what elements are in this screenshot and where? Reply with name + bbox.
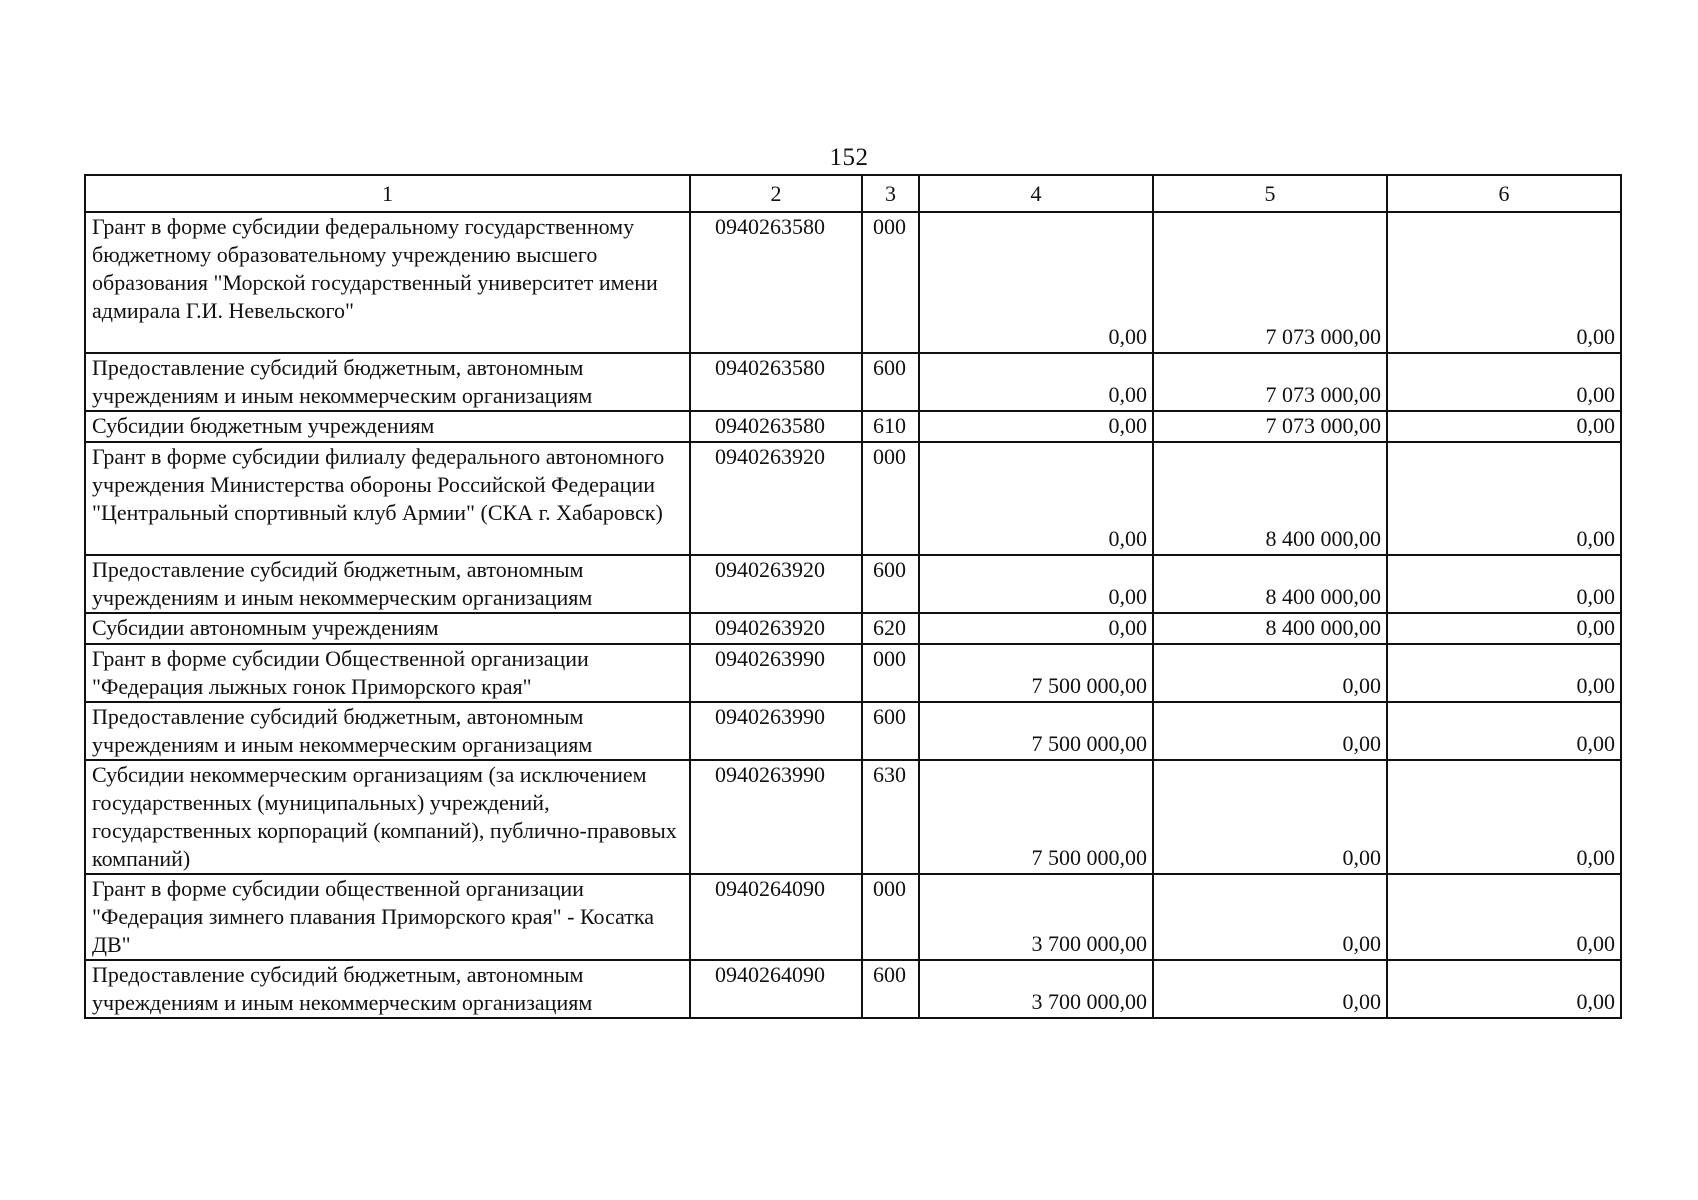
- table-row: [85, 411, 1621, 442]
- row-amount-col6: 0,00: [1387, 613, 1621, 644]
- row-description: Предоставление субсидий бюджетным, автономным учреждениям и иным некоммерческим организациям: [85, 353, 690, 411]
- row-amount-col4: 0,00: [919, 353, 1153, 411]
- row-code: 0940263580: [690, 411, 862, 442]
- column-header-5: 5: [1153, 175, 1387, 212]
- row-description: Грант в форме субсидии общественной организации "Федерация зимнего плавания Приморского края" - Косатка ДВ": [85, 874, 690, 960]
- row-description: Грант в форме субсидии Общественной организации "Федерация лыжных гонок Приморского края": [85, 644, 690, 702]
- column-header-4: 4: [919, 175, 1153, 212]
- row-code: 0940263920: [690, 555, 862, 613]
- row-amount-col5: 7 073 000,00: [1153, 411, 1387, 442]
- row-type-code: 610: [862, 411, 919, 442]
- table-row: [85, 613, 1621, 644]
- budget-table: [84, 174, 1622, 1019]
- row-amount-col5: 0,00: [1153, 644, 1387, 702]
- row-amount-col4: 3 700 000,00: [919, 874, 1153, 960]
- row-amount-col4: 0,00: [919, 613, 1153, 644]
- row-amount-col5: 8 400 000,00: [1153, 613, 1387, 644]
- table-row: [85, 760, 1621, 874]
- column-header-1: 1: [85, 175, 690, 212]
- row-amount-col4: 0,00: [919, 212, 1153, 353]
- row-description: Предоставление субсидий бюджетным, автономным учреждениям и иным некоммерческим организациям: [85, 555, 690, 613]
- table-row: [85, 644, 1621, 702]
- row-amount-col4: 0,00: [919, 411, 1153, 442]
- row-description: Предоставление субсидий бюджетным, автономным учреждениям и иным некоммерческим организациям: [85, 702, 690, 760]
- row-amount-col6: 0,00: [1387, 212, 1621, 353]
- row-amount-col5: 0,00: [1153, 874, 1387, 960]
- row-amount-col5: 8 400 000,00: [1153, 442, 1387, 555]
- table-row: [85, 442, 1621, 555]
- column-header-6: 6: [1387, 175, 1621, 212]
- row-amount-col6: 0,00: [1387, 960, 1621, 1018]
- row-amount-col4: 0,00: [919, 442, 1153, 555]
- row-type-code: 000: [862, 644, 919, 702]
- row-code: 0940263580: [690, 212, 862, 353]
- row-amount-col6: 0,00: [1387, 702, 1621, 760]
- row-code: 0940264090: [690, 960, 862, 1018]
- table-row: [85, 702, 1621, 760]
- table-row: [85, 353, 1621, 411]
- row-amount-col4: 7 500 000,00: [919, 702, 1153, 760]
- row-code: 0940263990: [690, 702, 862, 760]
- table-row: [85, 874, 1621, 960]
- row-description: Субсидии бюджетным учреждениям: [85, 411, 690, 442]
- row-amount-col5: 7 073 000,00: [1153, 212, 1387, 353]
- row-amount-col4: 7 500 000,00: [919, 760, 1153, 874]
- column-header-2: 2: [690, 175, 862, 212]
- row-type-code: 000: [862, 212, 919, 353]
- row-type-code: 600: [862, 353, 919, 411]
- row-amount-col6: 0,00: [1387, 353, 1621, 411]
- row-type-code: 630: [862, 760, 919, 874]
- row-amount-col5: 0,00: [1153, 760, 1387, 874]
- row-amount-col6: 0,00: [1387, 644, 1621, 702]
- row-amount-col4: 7 500 000,00: [919, 644, 1153, 702]
- row-type-code: 620: [862, 613, 919, 644]
- column-header-3: 3: [862, 175, 919, 212]
- row-code: 0940264090: [690, 874, 862, 960]
- row-code: 0940263990: [690, 644, 862, 702]
- row-type-code: 600: [862, 555, 919, 613]
- row-code: 0940263580: [690, 353, 862, 411]
- row-description: Предоставление субсидий бюджетным, автономным учреждениям и иным некоммерческим организациям: [85, 960, 690, 1018]
- row-amount-col5: 0,00: [1153, 702, 1387, 760]
- row-description: Грант в форме субсидии федеральному государственному бюджетному образовательному учреждению высшего образования "Морской государственный университет имени адмирала Г.И. Невельского": [85, 212, 690, 353]
- row-description: Грант в форме субсидии филиалу федерального автономного учреждения Министерства обороны Российской Федерации "Центральный спортивный клуб Армии" (СКА г. Хабаровск): [85, 442, 690, 555]
- table-header-row: [85, 175, 1621, 212]
- table-row: [85, 212, 1621, 353]
- row-code: 0940263990: [690, 760, 862, 874]
- row-code: 0940263920: [690, 613, 862, 644]
- row-amount-col6: 0,00: [1387, 442, 1621, 555]
- row-amount-col4: 0,00: [919, 555, 1153, 613]
- row-amount-col4: 3 700 000,00: [919, 960, 1153, 1018]
- row-description: Субсидии автономным учреждениям: [85, 613, 690, 644]
- row-type-code: 600: [862, 960, 919, 1018]
- page-number: 152: [829, 144, 869, 171]
- row-type-code: 000: [862, 442, 919, 555]
- table-row: [85, 960, 1621, 1018]
- row-description: Субсидии некоммерческим организациям (за исключением государственных (муниципальных) учреждений, государственных корпораций (компаний), публично-правовых компаний): [85, 760, 690, 874]
- row-code: 0940263920: [690, 442, 862, 555]
- table-row: [85, 555, 1621, 613]
- row-amount-col6: 0,00: [1387, 555, 1621, 613]
- row-amount-col5: 8 400 000,00: [1153, 555, 1387, 613]
- row-amount-col5: 0,00: [1153, 960, 1387, 1018]
- row-amount-col5: 7 073 000,00: [1153, 353, 1387, 411]
- row-amount-col6: 0,00: [1387, 411, 1621, 442]
- row-amount-col6: 0,00: [1387, 760, 1621, 874]
- row-type-code: 000: [862, 874, 919, 960]
- row-type-code: 600: [862, 702, 919, 760]
- row-amount-col6: 0,00: [1387, 874, 1621, 960]
